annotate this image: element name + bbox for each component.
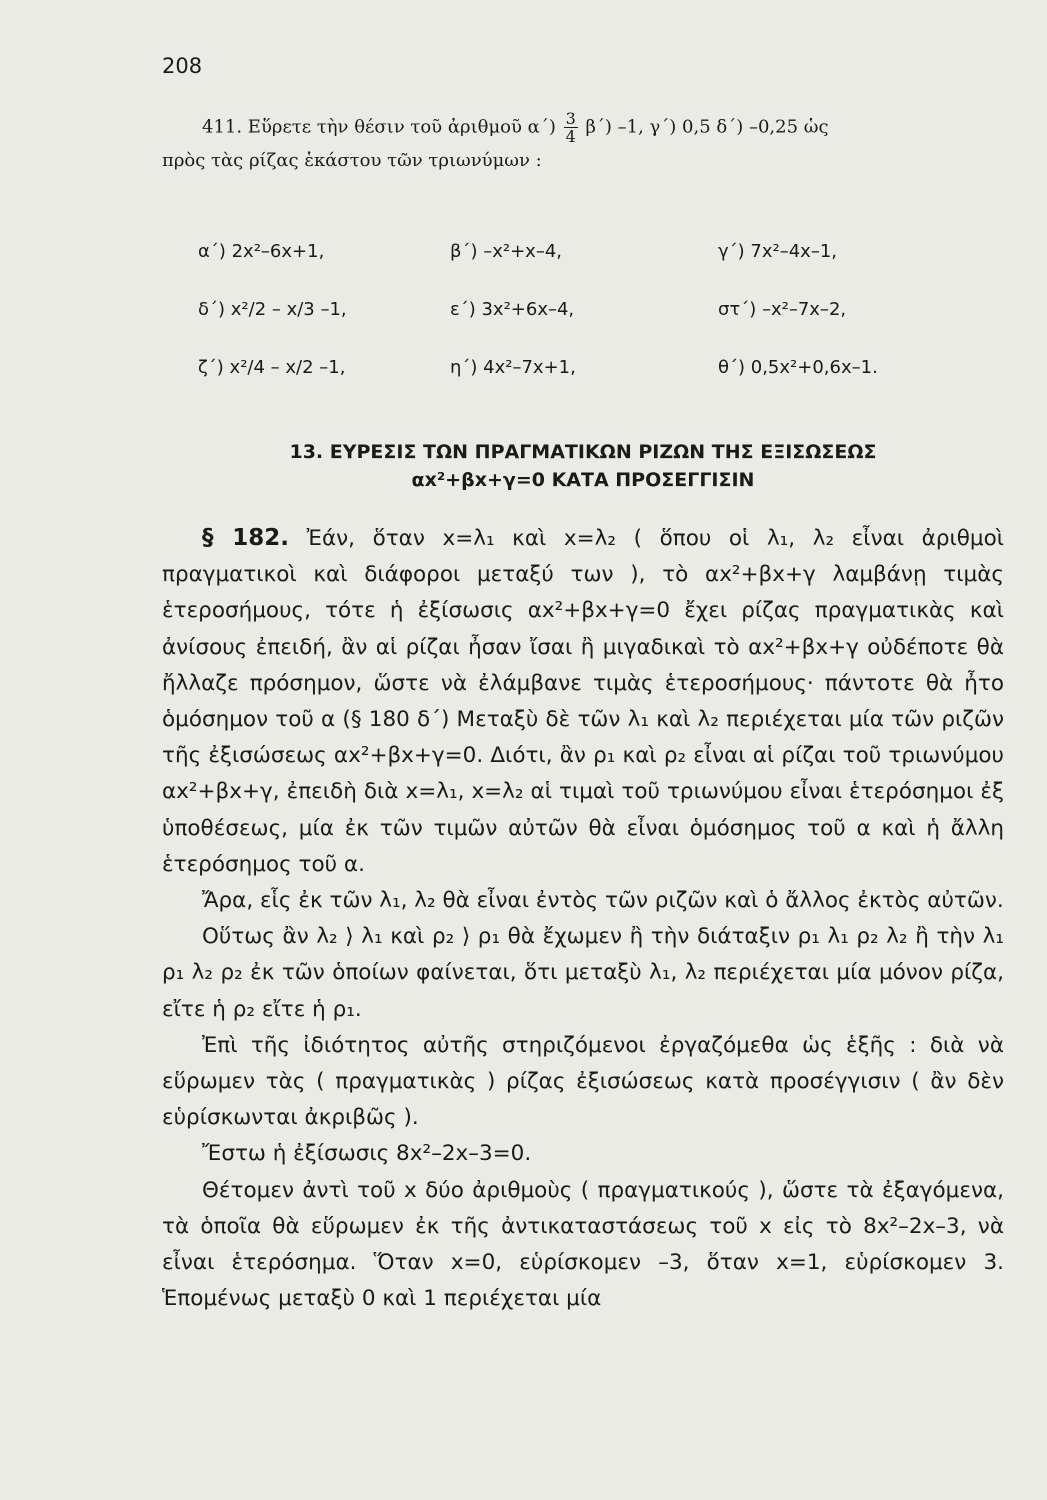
exercise-rest: β΄) –1, γ΄) 0,5 δ΄) –0,25 ὡς	[585, 116, 829, 138]
exercise-row	[198, 338, 958, 396]
section-title	[162, 438, 1004, 494]
paragraph-182	[162, 520, 1004, 883]
exercise-text: 411. Εὕρετε τὴν θέσιν τοῦ ἀριθμοῦ α΄)	[202, 116, 556, 138]
section-title-line1: 13. ΕΥΡΕΣΙΣ ΤΩΝ ΠΡΑΓΜΑΤΙΚΩΝ ΡΙΖΩΝ ΤΗΣ ΕΞΙΣΩΣΕΩΣ	[289, 441, 877, 463]
exercise-row	[198, 222, 958, 280]
exercise-item: στ΄) –x²–7x–2,	[718, 298, 847, 320]
exercise-item: θ΄) 0,5x²+0,6x–1.	[718, 356, 878, 378]
paragraph: Ἐπὶ τῆς ἰδιότητος αὐτῆς στηριζόμενοι ἐργαζόμεθα ὡς ἑξῆς : διὰ νὰ εὕρωμεν τὰς ( πραγματικὰς ) ρίζας ἐξισώσεως κατὰ προσέγγισιν ( ἂν δὲν εὑρίσκωνται ἀκριβῶς ).	[162, 1032, 1004, 1131]
section-number: § 182.	[202, 525, 290, 551]
exercise-items	[198, 222, 958, 396]
paragraph: Ἄρα, εἷς ἐκ τῶν λ₁, λ₂ θὰ εἶναι ἐντὸς τῶν ριζῶν καὶ ὁ ἄλλος ἐκτὸς αὐτῶν.	[202, 888, 1004, 914]
exercise-item: ε΄) 3x²+6x–4,	[450, 298, 575, 320]
exercise-line2: πρὸς τὰς ρίζας ἑκάστου τῶν τριωνύμων :	[162, 150, 542, 171]
body-text	[162, 520, 1004, 1317]
paragraph: Ἔστω ἡ ἐξίσωσις 8x²–2x–3=0.	[202, 1141, 532, 1167]
paragraph-text: Ἐάν, ὅταν x=λ₁ καὶ x=λ₂ ( ὅπου οἱ λ₁, λ₂ εἶναι ἀριθμοὶ πραγματικοὶ καὶ διάφοροι μεταξύ των ), τὸ αx²+βx+γ λαμβάνῃ τιμὰς ἑτεροσήμους, τότε ἡ ἐξίσωσις αx²+βx+γ=0 ἔχει ρίζας πραγματικὰς καὶ ἀνίσους ἐπειδή, ἂν αἱ ρίζαι ἦσαν ἴσαι ἢ μιγαδικαὶ τὸ αx²+βx+γ οὐδέποτε θὰ ἤλλαζε πρόσημον, ὥστε νὰ ἐλάμβανε τιμὰς ἑτεροσήμους· πάντοτε θὰ ἦτο ὁμόσημον τοῦ α (§ 180 δ΄) Μεταξὺ δὲ τῶν λ₁ καὶ λ₂ περιέχεται μία τῶν ριζῶν τῆς ἐξισώσεως αx²+βx+γ=0. Διότι, ἂν ρ₁ καὶ ρ₂ εἶναι αἱ ρίζαι τοῦ τριωνύμου αx²+βx+γ, ἐπειδὴ διὰ x=λ₁, x=λ₂ αἱ τιμαὶ τοῦ τριωνύμου εἶναι ἑτερόσημοι ἐξ ὑποθέσεως, μία ἐκ τῶν τιμῶν αὐτῶν θὰ εἶναι ὁμόσημος τοῦ α καὶ ἡ ἄλλη ἑτερόσημος τοῦ α.	[162, 526, 1005, 877]
exercise-item: α΄) 2x²–6x+1,	[198, 240, 325, 262]
exercise-item: β΄) –x²+x–4,	[450, 240, 563, 262]
page-number: 208	[162, 54, 203, 78]
exercise-item: η΄) 4x²–7x+1,	[450, 356, 576, 378]
exercise-item: γ΄) 7x²–4x–1,	[718, 240, 837, 262]
frac-numerator: 3	[565, 109, 576, 128]
frac-denominator: 4	[565, 127, 576, 146]
exercise-item: ζ΄) x²/4 – x/2 –1,	[198, 356, 346, 378]
fraction-three-quarters	[564, 110, 578, 145]
section-title-line2: αx²+βx+γ=0 ΚΑΤΑ ΠΡΟΣΕΓΓΙΣΙΝ	[411, 469, 755, 491]
paragraph: Οὕτως ἂν λ₂ ⟩ λ₁ καὶ ρ₂ ⟩ ρ₁ θὰ ἔχωμεν ἢ τὴν διάταξιν ρ₁ λ₁ ρ₂ λ₂ ἢ τὴν λ₁ ρ₁ λ₂ ρ₂ ἐκ τῶν ὁποίων φαίνεται, ὅτι μεταξὺ λ₁, λ₂ περιέχεται μία μόνον ρίζα, εἴτε ἡ ρ₂ εἴτε ἡ ρ₁.	[162, 924, 1004, 1022]
exercise-411	[162, 110, 1004, 177]
paragraph: Θέτομεν ἀντὶ τοῦ x δύο ἀριθμοὺς ( πραγματικούς ), ὥστε τὰ ἐξαγόμενα, τὰ ὁποῖα θὰ εὕρωμεν ἐκ τῆς ἀντικαταστάσεως τοῦ x εἰς τὸ 8x²–2x–3, νὰ εἶναι ἑτερόσημα. Ὅταν x=0, εὑρίσκομεν –3, ὅταν x=1, εὑρίσκομεν 3. Ἑπομένως μεταξὺ 0 καὶ 1 περιέχεται μία	[162, 1177, 1004, 1312]
exercise-item: δ΄) x²/2 – x/3 –1,	[198, 298, 347, 320]
exercise-row	[198, 280, 958, 338]
